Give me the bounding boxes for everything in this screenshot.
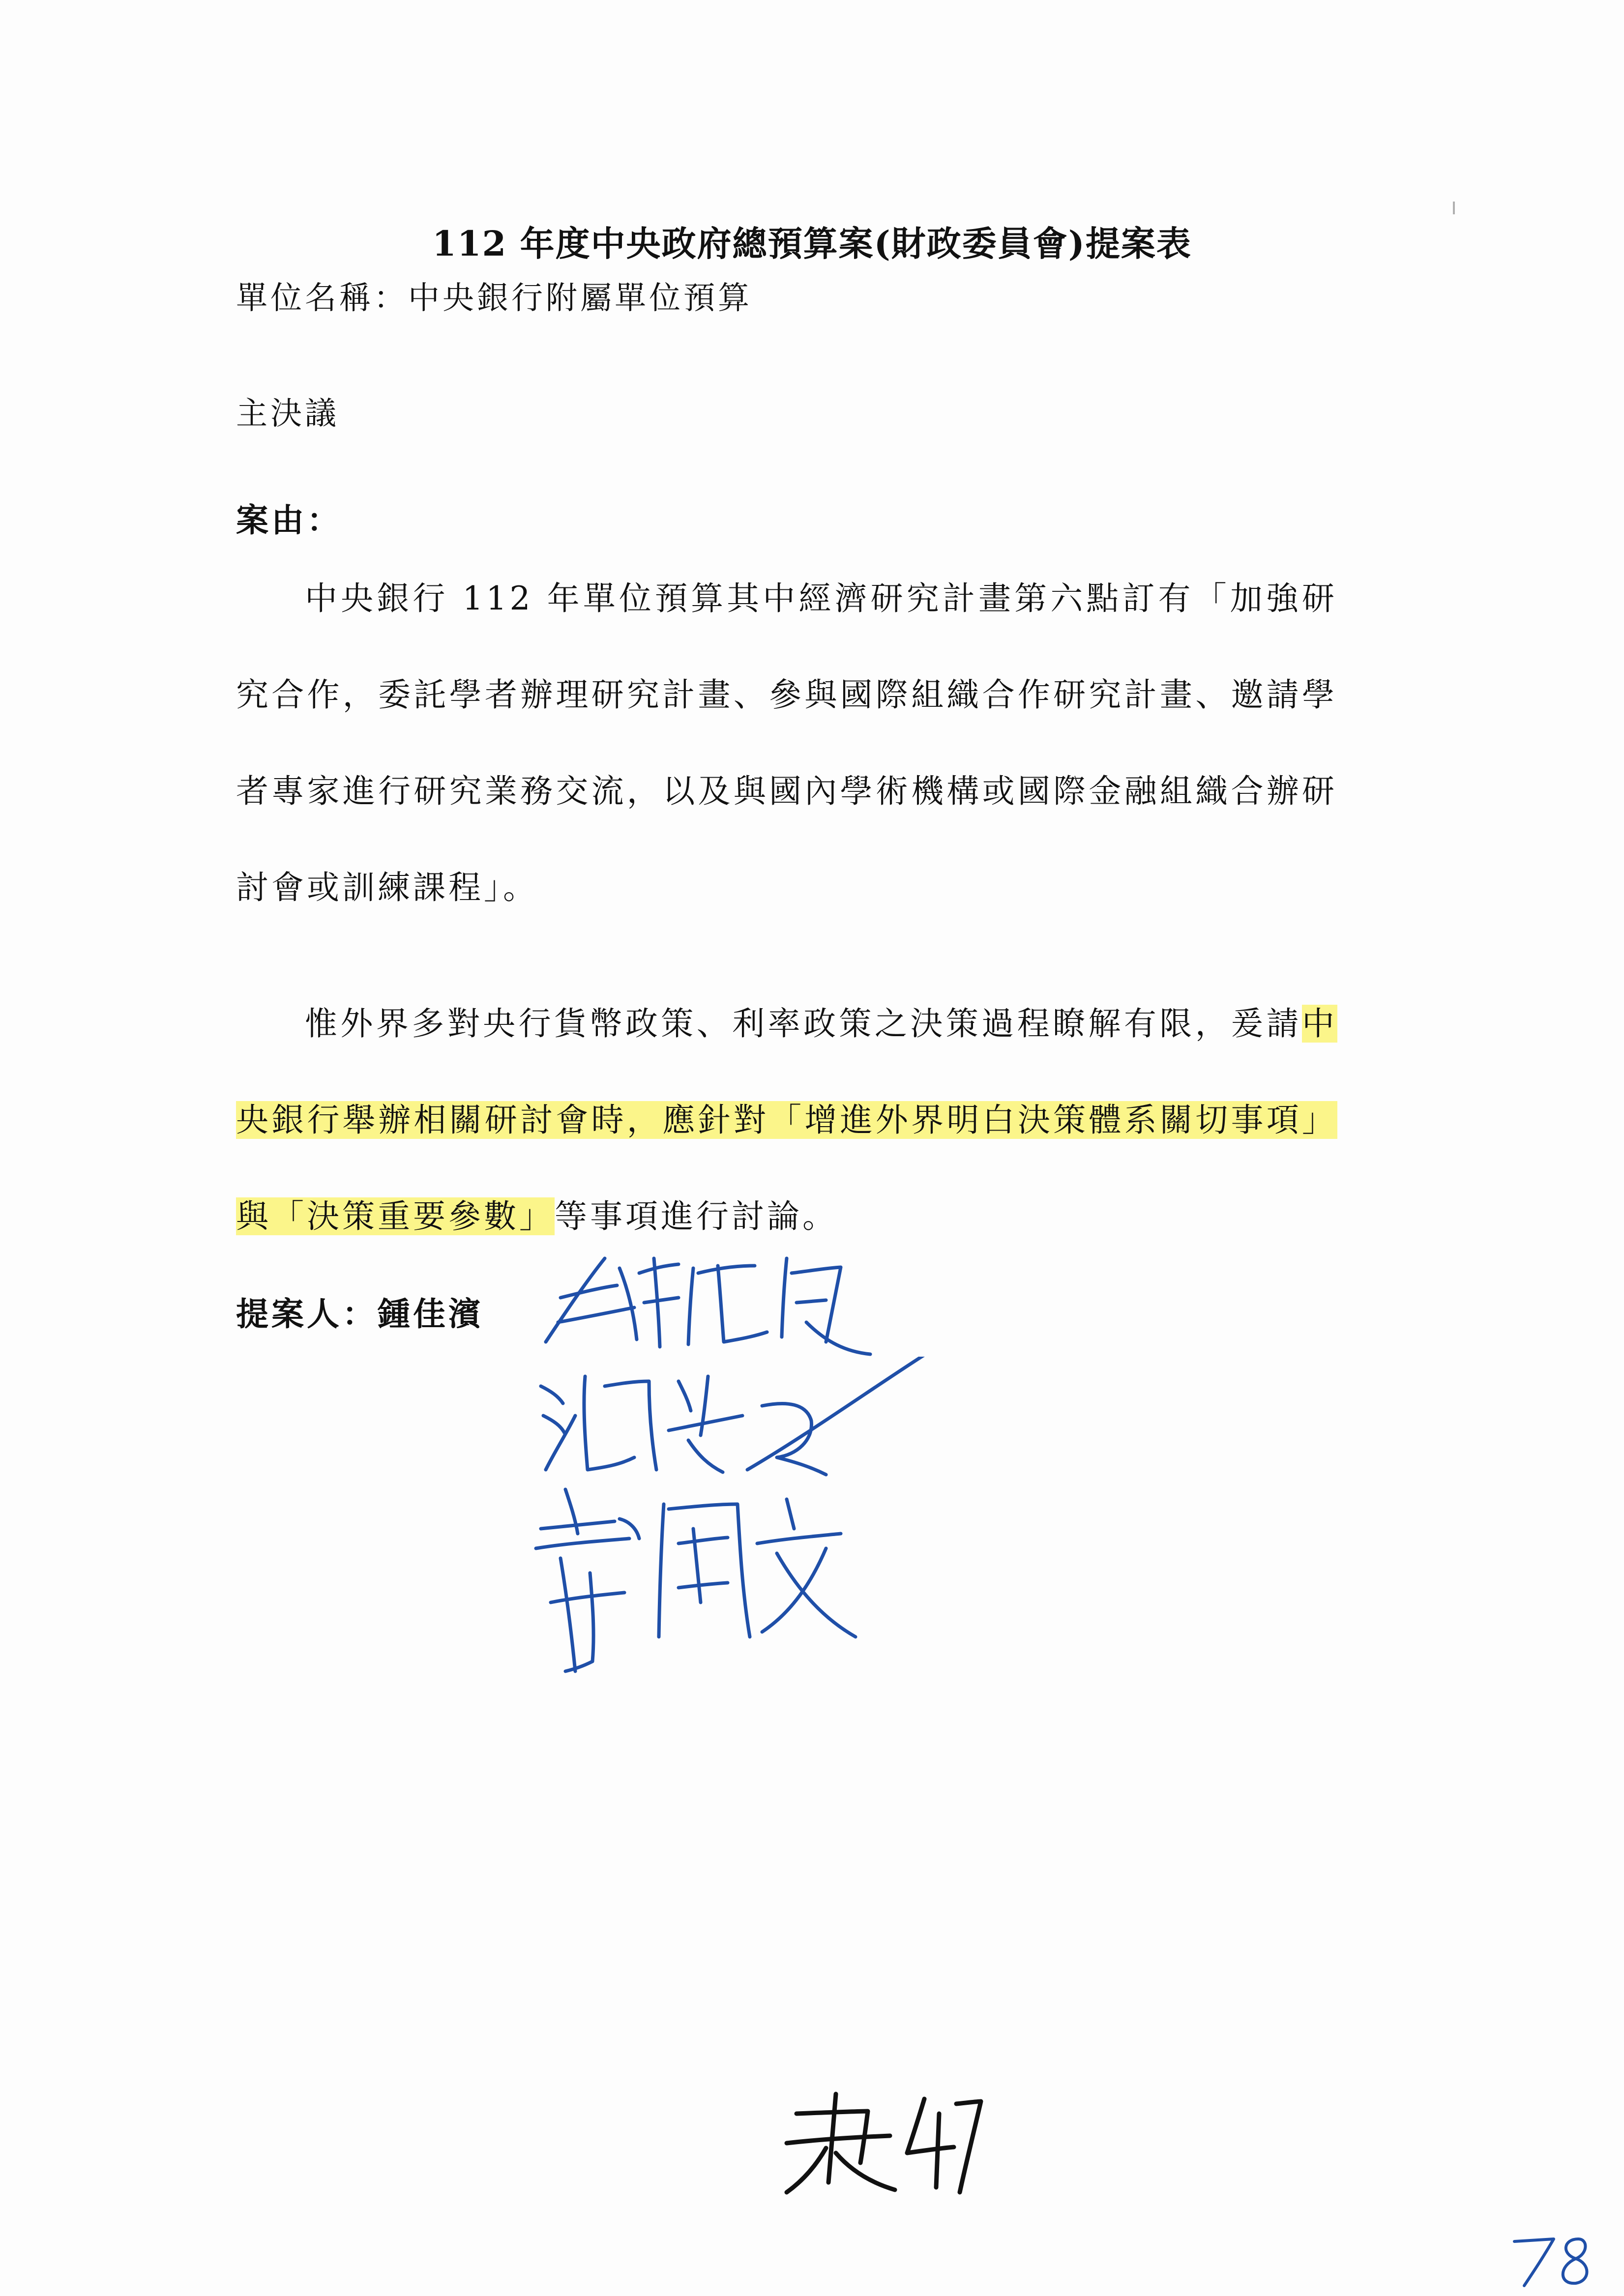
handwritten-signatures [531, 1239, 974, 1706]
document-title: 112 年度中央政府總預算案(財政委員會)提案表 [432, 223, 1192, 264]
signature-2 [531, 1357, 974, 1484]
reason-paragraph-2 [236, 976, 1337, 1265]
unit-name-line: 單位名稱：中央銀行附屬單位預算 [236, 280, 752, 317]
reason-heading: 案由： [236, 501, 342, 539]
paragraph-2-text: 惟外界多對央行貨幣政策、利率政策之決策過程瞭解有限，爰請 [305, 1005, 1302, 1043]
signature-3 [531, 1475, 974, 1706]
handwritten-note [777, 2084, 983, 2197]
proposer-line: 提案人：鍾佳濱 [236, 1295, 484, 1333]
reason-paragraph-1: 中央銀行 112 年單位預算其中經濟研究計畫第六點訂有「加強研究合作，委託學者辦理研究計畫、參與國際組織合作研究計畫、邀請學者專家進行研究業務交流，以及與國內學術機構或國際金融組織合辦研討會或訓練課程」。 [236, 580, 1337, 906]
paragraph-2-ending: 等事項進行討論。 [555, 1197, 838, 1235]
page-number-handwritten [1509, 2232, 1608, 2291]
scan-mark [1453, 202, 1455, 214]
main-resolution-label: 主決議 [236, 396, 339, 432]
signature-1 [531, 1239, 974, 1366]
highlighted-text: 中央銀行舉辦相關研討會時，應針對「增進外界明白決策體系關切事項」與「決策重要參數」 [236, 1005, 1337, 1235]
